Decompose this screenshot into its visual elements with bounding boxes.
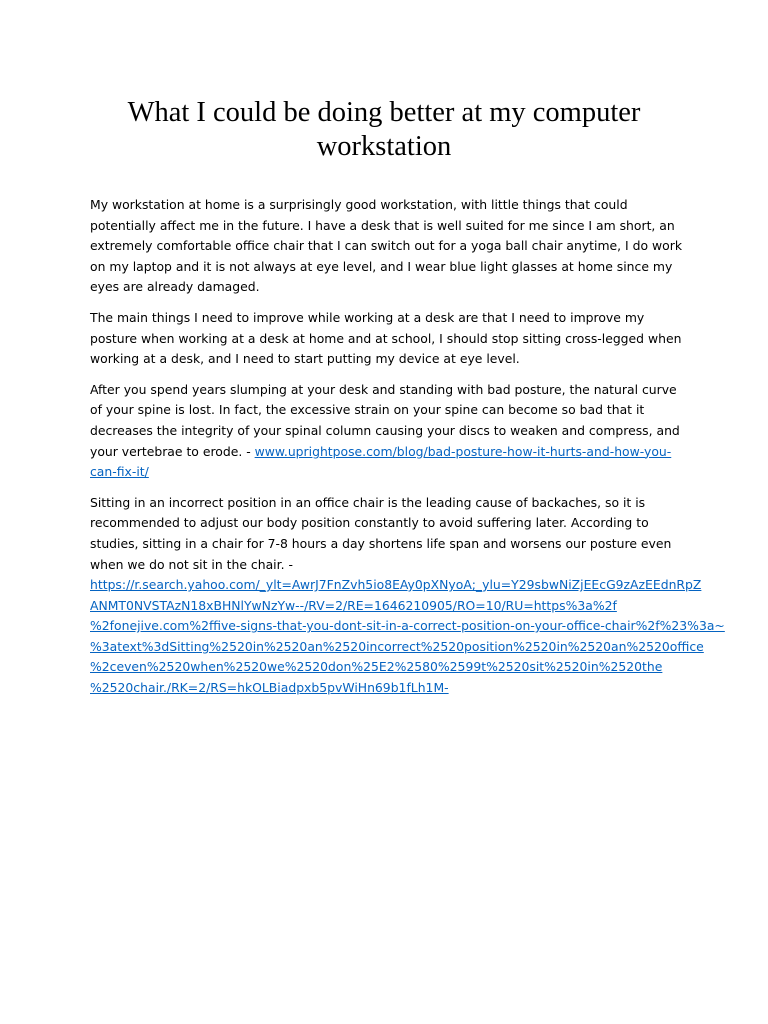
text-line: working at a desk, and I need to start putting my device at eye level. xyxy=(90,351,520,367)
yahoo-search-link-continued[interactable]: %2520chair./RK=2/RS=hkOLBiadpxb5pvWiHn69b1fLh1M- xyxy=(90,680,449,696)
link-line xyxy=(90,637,704,658)
text-line: potentially affect me in the future. I have a desk that is well suited for me since I am short, an xyxy=(90,217,675,233)
yahoo-search-link-continued[interactable]: %2ceven%2520when%2520we%2520don%25E2%2580%2599t%2520sit%2520in%2520the xyxy=(90,659,663,675)
text-line: extremely comfortable office chair that I can switch out for a yoga ball chair anytime, I do work xyxy=(90,238,682,254)
paragraph-improvements xyxy=(90,308,682,370)
text-fragment: your vertebrae to erode. - xyxy=(90,443,255,459)
text-line: studies, sitting in a chair for 7-8 hours a day shortens life span and worsens our posture even xyxy=(90,535,672,551)
paragraph-posture-quote xyxy=(90,380,682,483)
text-line-with-link xyxy=(90,442,682,463)
yahoo-search-link-continued[interactable]: %3atext%3dSitting%2520in%2520an%2520incorrect%2520position%2520in%2520an%2520office xyxy=(90,638,704,654)
yahoo-search-link-continued[interactable]: ANMT0NVSTAzN18xBHNlYwNzYw--/RV=2/RE=1646210905/RO=10/RU=https%3a%2f xyxy=(90,597,617,613)
text-line: when we do not sit in the chair. - xyxy=(90,556,293,572)
yahoo-search-link[interactable]: https://r.search.yahoo.com/_ylt=AwrJ7FnZvh5io8EAy0pXNyoA;_ylu=Y29sbwNiZjEEcG9zAzEEdnRpZ xyxy=(90,577,702,593)
text-line: on my laptop and it is not always at eye level, and I wear blue light glasses at home since my xyxy=(90,258,673,274)
link-line xyxy=(90,657,682,678)
text-line: eyes are already damaged. xyxy=(90,279,260,295)
link-line xyxy=(90,462,682,483)
link-line xyxy=(90,596,682,617)
document-body xyxy=(90,195,725,709)
text-line: decreases the integrity of your spinal column causing your discs to weaken and compress, and xyxy=(90,422,680,438)
paragraph-workstation xyxy=(90,195,682,298)
text-line: After you spend years slumping at your desk and standing with bad posture, the natural curve xyxy=(90,381,677,397)
yahoo-search-link-continued[interactable]: %2fonejive.com%2ffive-signs-that-you-dont-sit-in-a-correct-position-on-your-office-chair%2f%23%3a~ xyxy=(90,618,725,634)
link-line xyxy=(90,616,725,637)
link-line xyxy=(90,575,702,596)
text-line: posture when working at a desk at home and at school, I should stop sitting cross-legged when xyxy=(90,330,682,346)
document-title: What I could be doing better at my computer workstation xyxy=(127,97,641,162)
paragraph-office-chair-quote xyxy=(90,493,725,699)
uprightpose-link[interactable]: www.uprightpose.com/blog/bad-posture-how-it-hurts-and-how-you- xyxy=(254,443,672,459)
uprightpose-link-continued[interactable]: can-fix-it/ xyxy=(90,464,149,480)
link-line xyxy=(90,678,682,699)
text-line: recommended to adjust our body position constantly to avoid suffering later. According to xyxy=(90,515,649,531)
text-line: The main things I need to improve while working at a desk are that I need to improve my xyxy=(90,309,645,325)
text-line: of your spine is lost. In fact, the excessive strain on your spine can become so bad that it xyxy=(90,402,645,418)
text-line: My workstation at home is a surprisingly good workstation, with little things that could xyxy=(90,197,628,212)
text-line: Sitting in an incorrect position in an office chair is the leading cause of backaches, so it is xyxy=(90,494,646,510)
